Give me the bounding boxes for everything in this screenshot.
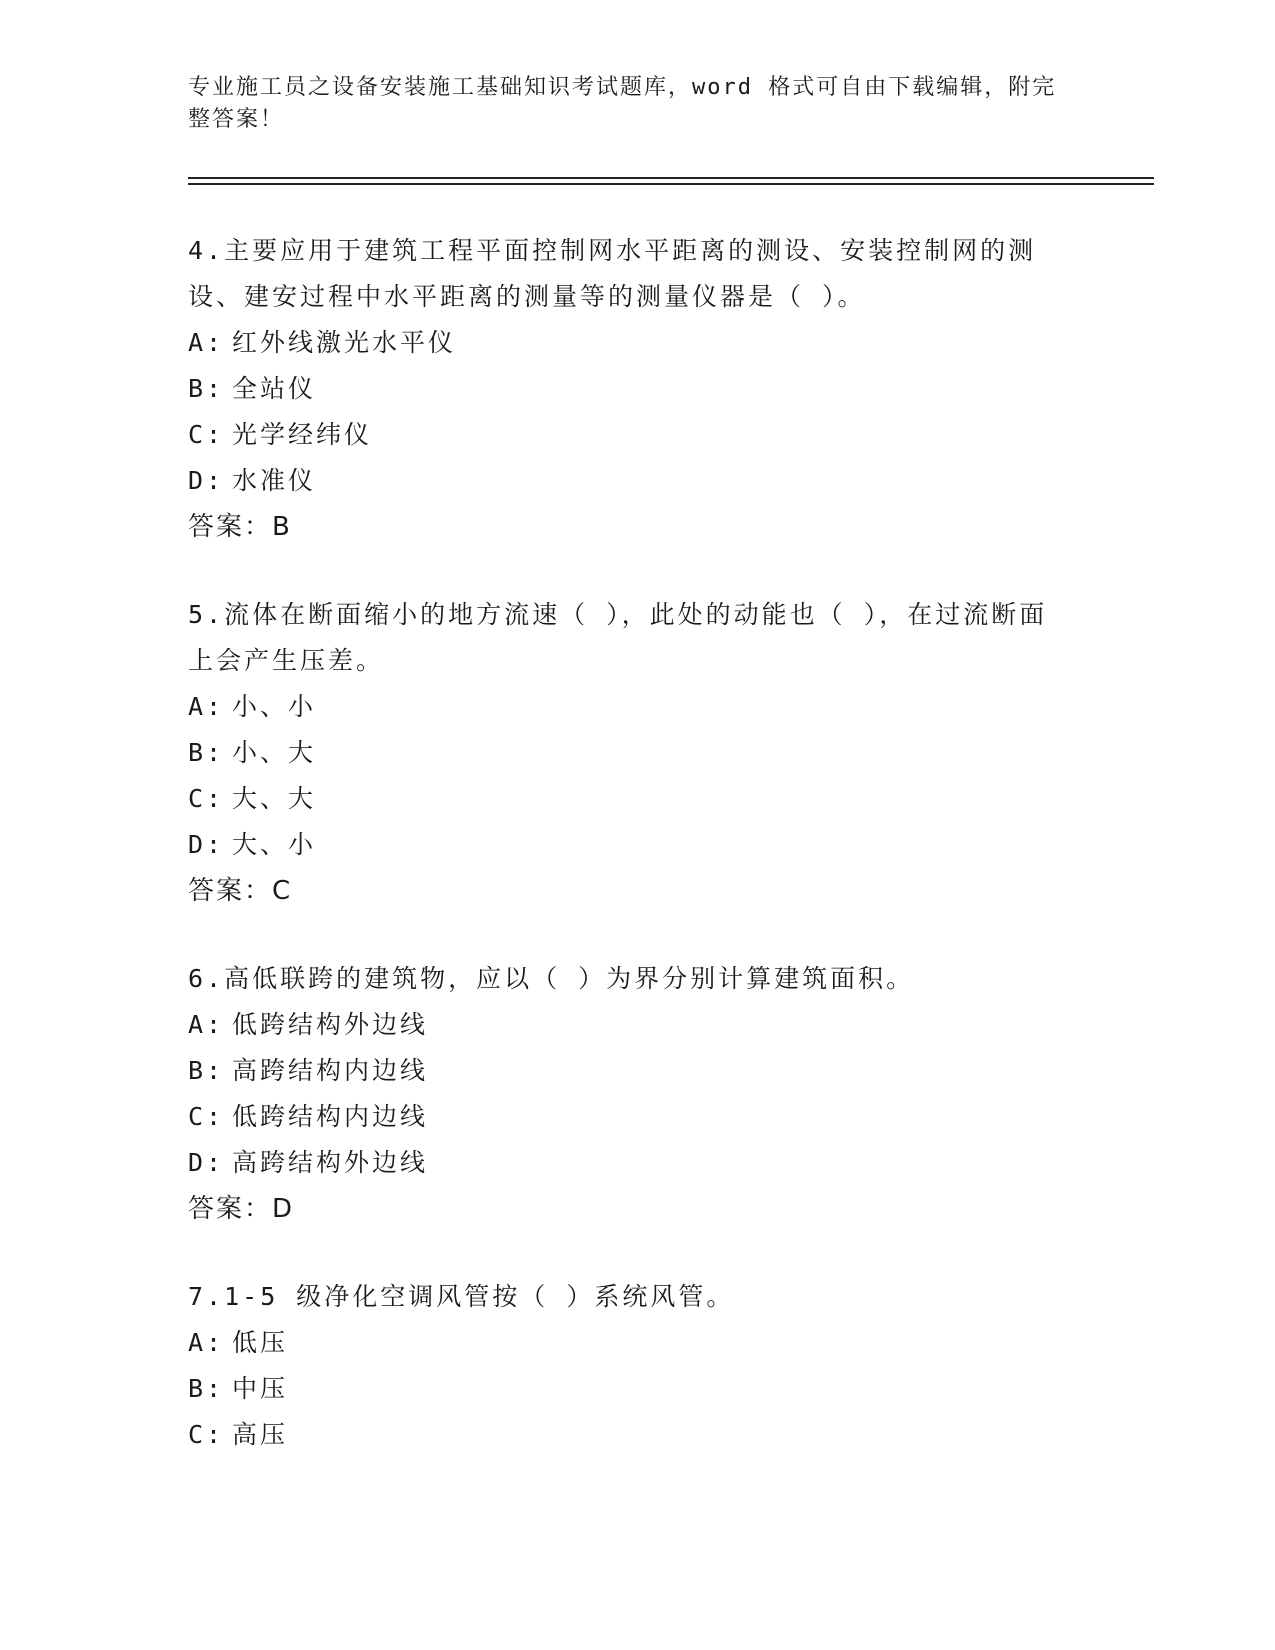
- option-text: 水准仪: [232, 466, 317, 495]
- option-text: 光学经纬仪: [232, 420, 373, 449]
- option-text: 红外线激光水平仪: [232, 328, 457, 357]
- question-stem: 7.1-5 级净化空调风管按（ ）系统风管。: [188, 1282, 735, 1311]
- option-key: B:: [188, 1374, 225, 1403]
- option-key: C:: [188, 784, 225, 813]
- option-text: 低压: [232, 1328, 289, 1357]
- option-key: B:: [188, 1056, 225, 1085]
- option-b: [188, 730, 1068, 776]
- header-divider-bottom: [188, 183, 1154, 185]
- option-text: 大、大: [232, 784, 317, 813]
- option-key: B:: [188, 374, 225, 403]
- option-text: 高压: [232, 1420, 289, 1449]
- option-text: 全站仪: [232, 374, 317, 403]
- answer: 答案：B: [188, 512, 292, 542]
- question-stem: 6.高低联跨的建筑物，应以（ ）为界分别计算建筑面积。: [188, 964, 915, 993]
- option-text: 小、小: [232, 692, 317, 721]
- option-key: C:: [188, 1102, 225, 1131]
- option-d: [188, 1140, 1068, 1186]
- option-key: A:: [188, 328, 225, 357]
- question-5: [188, 592, 1068, 914]
- option-key: A:: [188, 1328, 225, 1357]
- option-key: D:: [188, 830, 225, 859]
- answer: 答案：C: [188, 876, 293, 906]
- option-key: A:: [188, 692, 225, 721]
- answer: 答案：D: [188, 1194, 295, 1224]
- option-key: A:: [188, 1010, 225, 1039]
- question-6: [188, 956, 1068, 1232]
- question-stem: 4.主要应用于建筑工程平面控制网水平距离的测设、安装控制网的测设、建安过程中水平距离的测量等的测量仪器是（ ）。: [188, 236, 1037, 311]
- option-b: [188, 1366, 1068, 1412]
- option-text: 低跨结构外边线: [232, 1010, 429, 1039]
- option-key: C:: [188, 420, 225, 449]
- option-b: [188, 366, 1068, 412]
- option-c: [188, 776, 1068, 822]
- question-stem: 5.流体在断面缩小的地方流速（ ），此处的动能也（ ），在过流断面上会产生压差。: [188, 600, 1048, 675]
- question-4: [188, 228, 1068, 550]
- question-7: [188, 1274, 1068, 1458]
- option-c: [188, 1094, 1068, 1140]
- option-text: 小、大: [232, 738, 317, 767]
- header-divider-top: [188, 177, 1154, 179]
- option-key: B:: [188, 738, 225, 767]
- option-a: [188, 1320, 1068, 1366]
- option-key: D:: [188, 466, 225, 495]
- option-a: [188, 684, 1068, 730]
- option-d: [188, 458, 1068, 504]
- option-b: [188, 1048, 1068, 1094]
- option-text: 大、小: [232, 830, 317, 859]
- option-text: 高跨结构内边线: [232, 1056, 429, 1085]
- option-a: [188, 1002, 1068, 1048]
- option-text: 中压: [232, 1374, 289, 1403]
- option-d: [188, 822, 1068, 868]
- option-key: C:: [188, 1420, 225, 1449]
- option-c: [188, 1412, 1068, 1458]
- option-text: 低跨结构内边线: [232, 1102, 429, 1131]
- option-a: [188, 320, 1068, 366]
- document-header: 专业施工员之设备安装施工基础知识考试题库，word 格式可自由下载编辑，附完整答案！: [188, 75, 1057, 132]
- option-key: D:: [188, 1148, 225, 1177]
- option-text: 高跨结构外边线: [232, 1148, 429, 1177]
- option-c: [188, 412, 1068, 458]
